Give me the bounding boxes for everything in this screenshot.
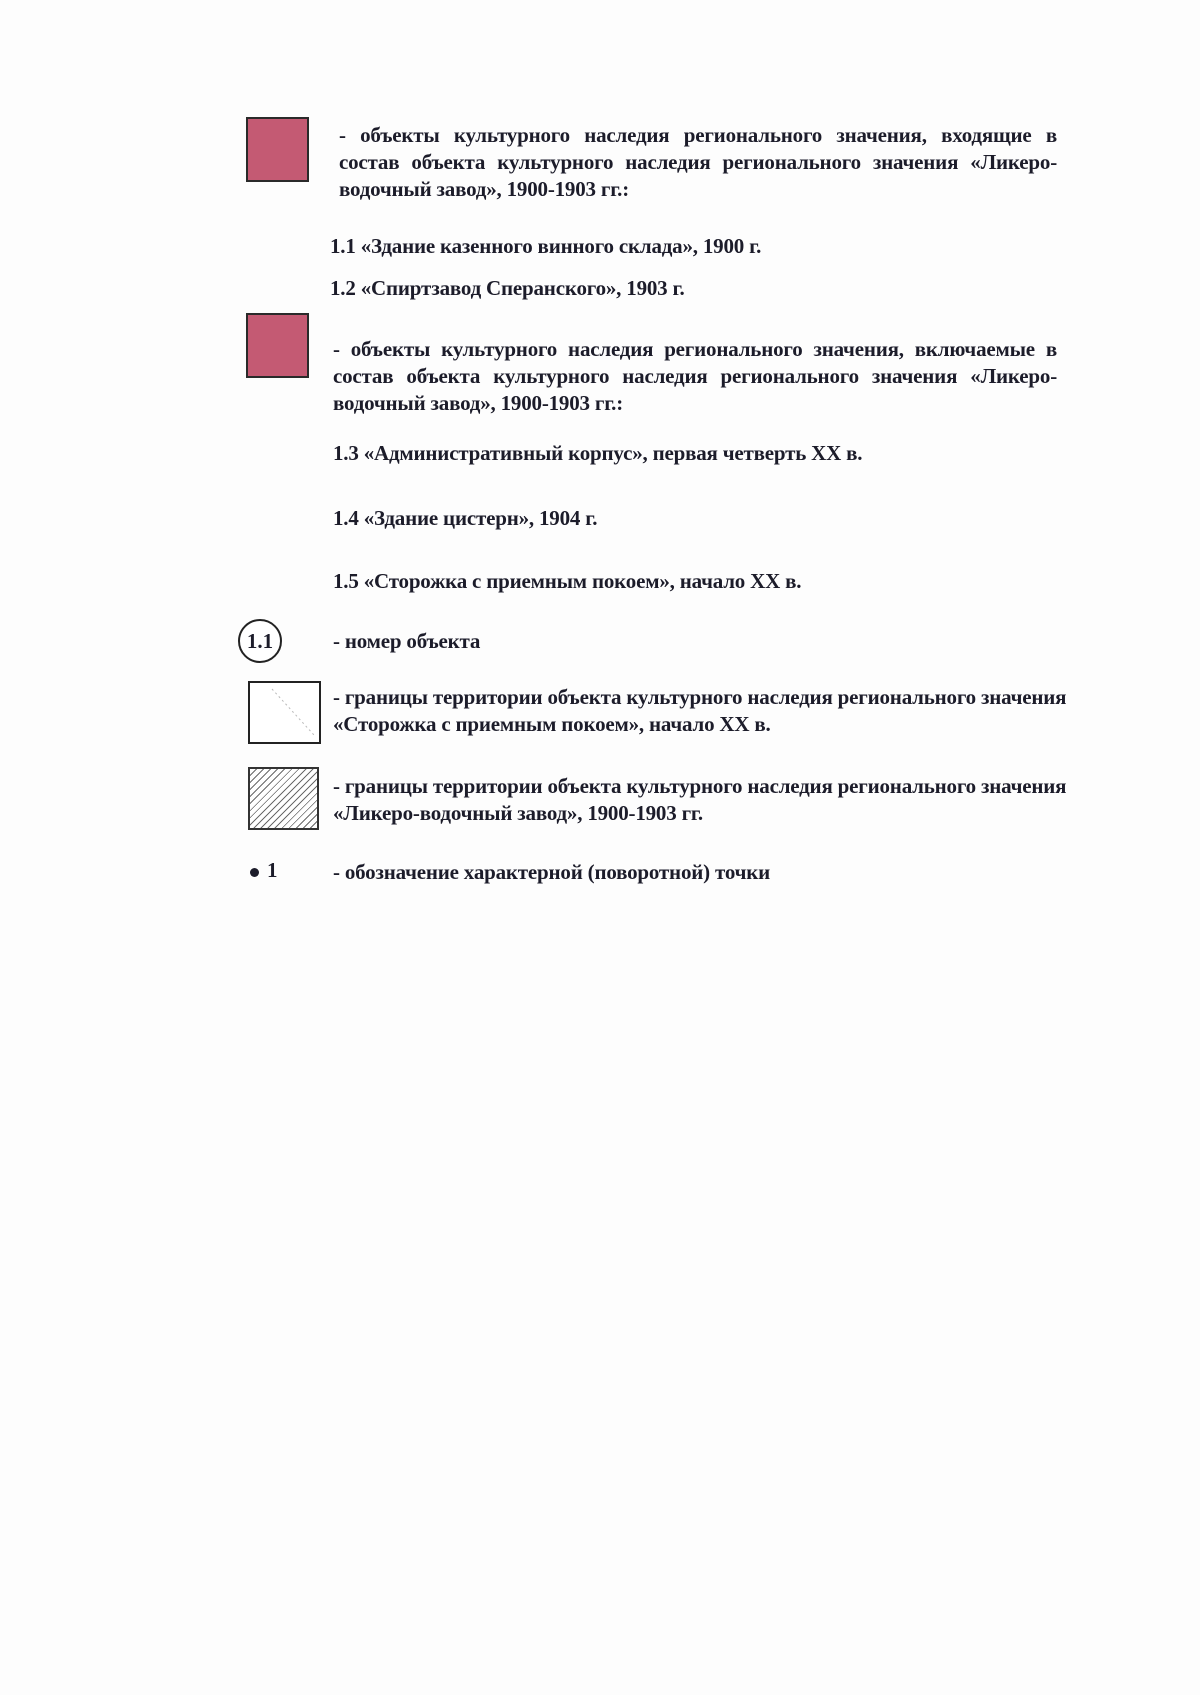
legend-item-1-5: 1.5 «Сторожка с приемным покоем», начало XX в. [333,569,802,593]
regional-heritage-included-swatch [246,117,309,182]
faint-diagonal-icon [250,683,319,742]
legend-group1-description: - объекты культурного наследия регионального значения, входящие в состав объекта культурного наследия регионального значения «Ликеро-водочный завод», 1900-1903 гг.: [339,123,1057,201]
regional-heritage-added-swatch [246,313,309,378]
turning-point-description: - обозначение характерной (поворотной) точки [333,860,771,884]
storozhka-boundary-description: - границы территории объекта культурного наследия регионального значения «Сторожка с приемным покоем», начало XX в. [333,685,1067,736]
legend-item-1-1: 1.1 «Здание казенного винного склада», 1900 г. [330,234,762,258]
turning-point-dot-icon [250,868,259,877]
legend-item-1-4: 1.4 «Здание цистерн», 1904 г. [333,506,598,530]
object-number-description: - номер объекта [333,629,481,653]
zavod-boundary-swatch [248,767,319,830]
legend-item-1-3: 1.3 «Административный корпус», первая четверть XX в. [333,441,863,465]
zavod-boundary-description: - границы территории объекта культурного наследия регионального значения «Ликеро-водочный завод», 1900-1903 гг. [333,774,1067,825]
storozhka-boundary-swatch [248,681,321,744]
legend-group2-description: - объекты культурного наследия регионального значения, включаемые в состав объекта культурного наследия регионального значения «Ликеро-водочный завод», 1900-1903 гг.: [333,337,1057,415]
legend-item-1-2: 1.2 «Спиртзавод Сперанского», 1903 г. [330,276,685,300]
object-number-badge: 1.1 [238,619,282,663]
turning-point-number: 1 [267,858,278,882]
